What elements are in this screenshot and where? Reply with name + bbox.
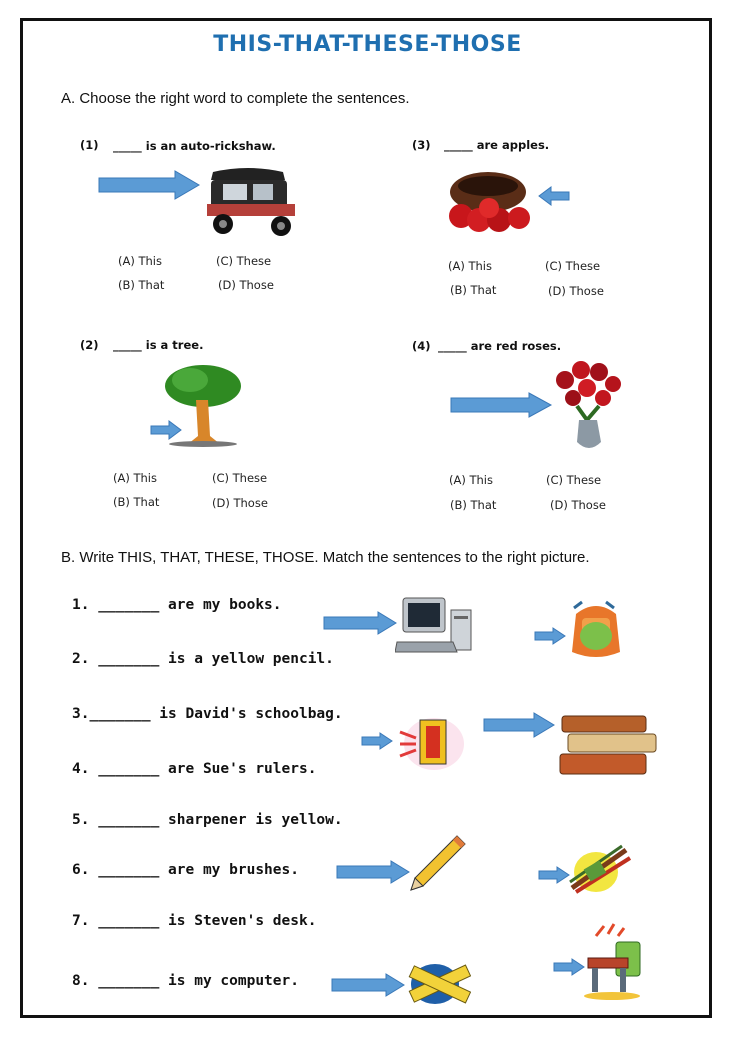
- books-icon: [556, 712, 660, 778]
- sentence-7: 7. _______ is Steven's desk.: [72, 913, 317, 929]
- sentence-2: 2. _______ is a yellow pencil.: [72, 651, 334, 667]
- arrow-q1-icon: [97, 170, 202, 200]
- sentence-3: 3._______ is David's schoolbag.: [72, 706, 343, 722]
- question-1-option-c[interactable]: (C) These: [216, 254, 272, 268]
- question-1-option-d[interactable]: (D) Those: [218, 278, 274, 292]
- arrow-sharpener-icon: [360, 732, 394, 750]
- question-1-option-b[interactable]: (B) That: [118, 278, 165, 292]
- computer-icon: [395, 594, 475, 658]
- arrow-desk-icon: [552, 958, 586, 976]
- arrow-q3-icon: [537, 186, 571, 206]
- question-2-number: (2): [80, 338, 99, 352]
- auto-rickshaw-icon: [203, 164, 301, 238]
- arrow-rulers-icon: [330, 973, 406, 997]
- question-3-option-a[interactable]: (A) This: [448, 259, 492, 273]
- sentence-6: 6. _______ are my brushes.: [72, 862, 299, 878]
- question-3-option-c[interactable]: (C) These: [545, 259, 601, 273]
- question-3-option-d[interactable]: (D) Those: [548, 284, 604, 298]
- question-1-number: (1): [80, 138, 99, 152]
- question-3-text: _____ are apples.: [444, 138, 550, 152]
- roses-vase-icon: [553, 358, 625, 454]
- question-4-option-d[interactable]: (D) Those: [550, 498, 606, 512]
- arrow-computer-icon: [322, 611, 398, 635]
- question-3-option-b[interactable]: (B) That: [450, 283, 497, 297]
- arrow-pencil-icon: [335, 860, 411, 884]
- sharpener-icon: [396, 712, 466, 772]
- desk-icon: [582, 922, 652, 1002]
- question-4-option-c[interactable]: (C) These: [546, 473, 602, 487]
- section-b-instruction: B. Write THIS, THAT, THESE, THOSE. Match the sentences to the right picture.: [61, 549, 590, 566]
- question-2-option-b[interactable]: (B) That: [113, 495, 160, 509]
- arrow-q4-icon: [449, 392, 553, 418]
- question-4-option-a[interactable]: (A) This: [449, 473, 493, 487]
- question-2-option-c[interactable]: (C) These: [212, 471, 268, 485]
- question-3-number: (3): [412, 138, 431, 152]
- rulers-icon: [407, 958, 471, 1008]
- question-4-number: (4): [412, 339, 431, 353]
- question-1-option-a[interactable]: (A) This: [118, 254, 162, 268]
- apples-basket-icon: [443, 168, 541, 240]
- sentence-8: 8. _______ is my computer.: [72, 973, 299, 989]
- section-a-instruction: A. Choose the right word to complete the sentences.: [61, 90, 410, 107]
- pencil-icon: [405, 830, 471, 896]
- brushes-icon: [566, 840, 636, 896]
- worksheet-title: THIS-THAT-THESE-THOSE: [213, 32, 522, 57]
- question-1-text: _____ is an auto-rickshaw.: [113, 139, 276, 153]
- sentence-1: 1. _______ are my books.: [72, 597, 282, 613]
- question-4-option-b[interactable]: (B) That: [450, 498, 497, 512]
- sentence-5: 5. _______ sharpener is yellow.: [72, 812, 343, 828]
- schoolbag-icon: [562, 600, 630, 662]
- sentence-4: 4. _______ are Sue's rulers.: [72, 761, 317, 777]
- question-4-text: _____ are red roses.: [438, 339, 562, 353]
- question-2-option-d[interactable]: (D) Those: [212, 496, 268, 510]
- arrow-books-icon: [482, 712, 556, 738]
- question-2-option-a[interactable]: (A) This: [113, 471, 157, 485]
- question-2-text: _____ is a tree.: [113, 338, 204, 352]
- arrow-q2-icon: [149, 420, 183, 440]
